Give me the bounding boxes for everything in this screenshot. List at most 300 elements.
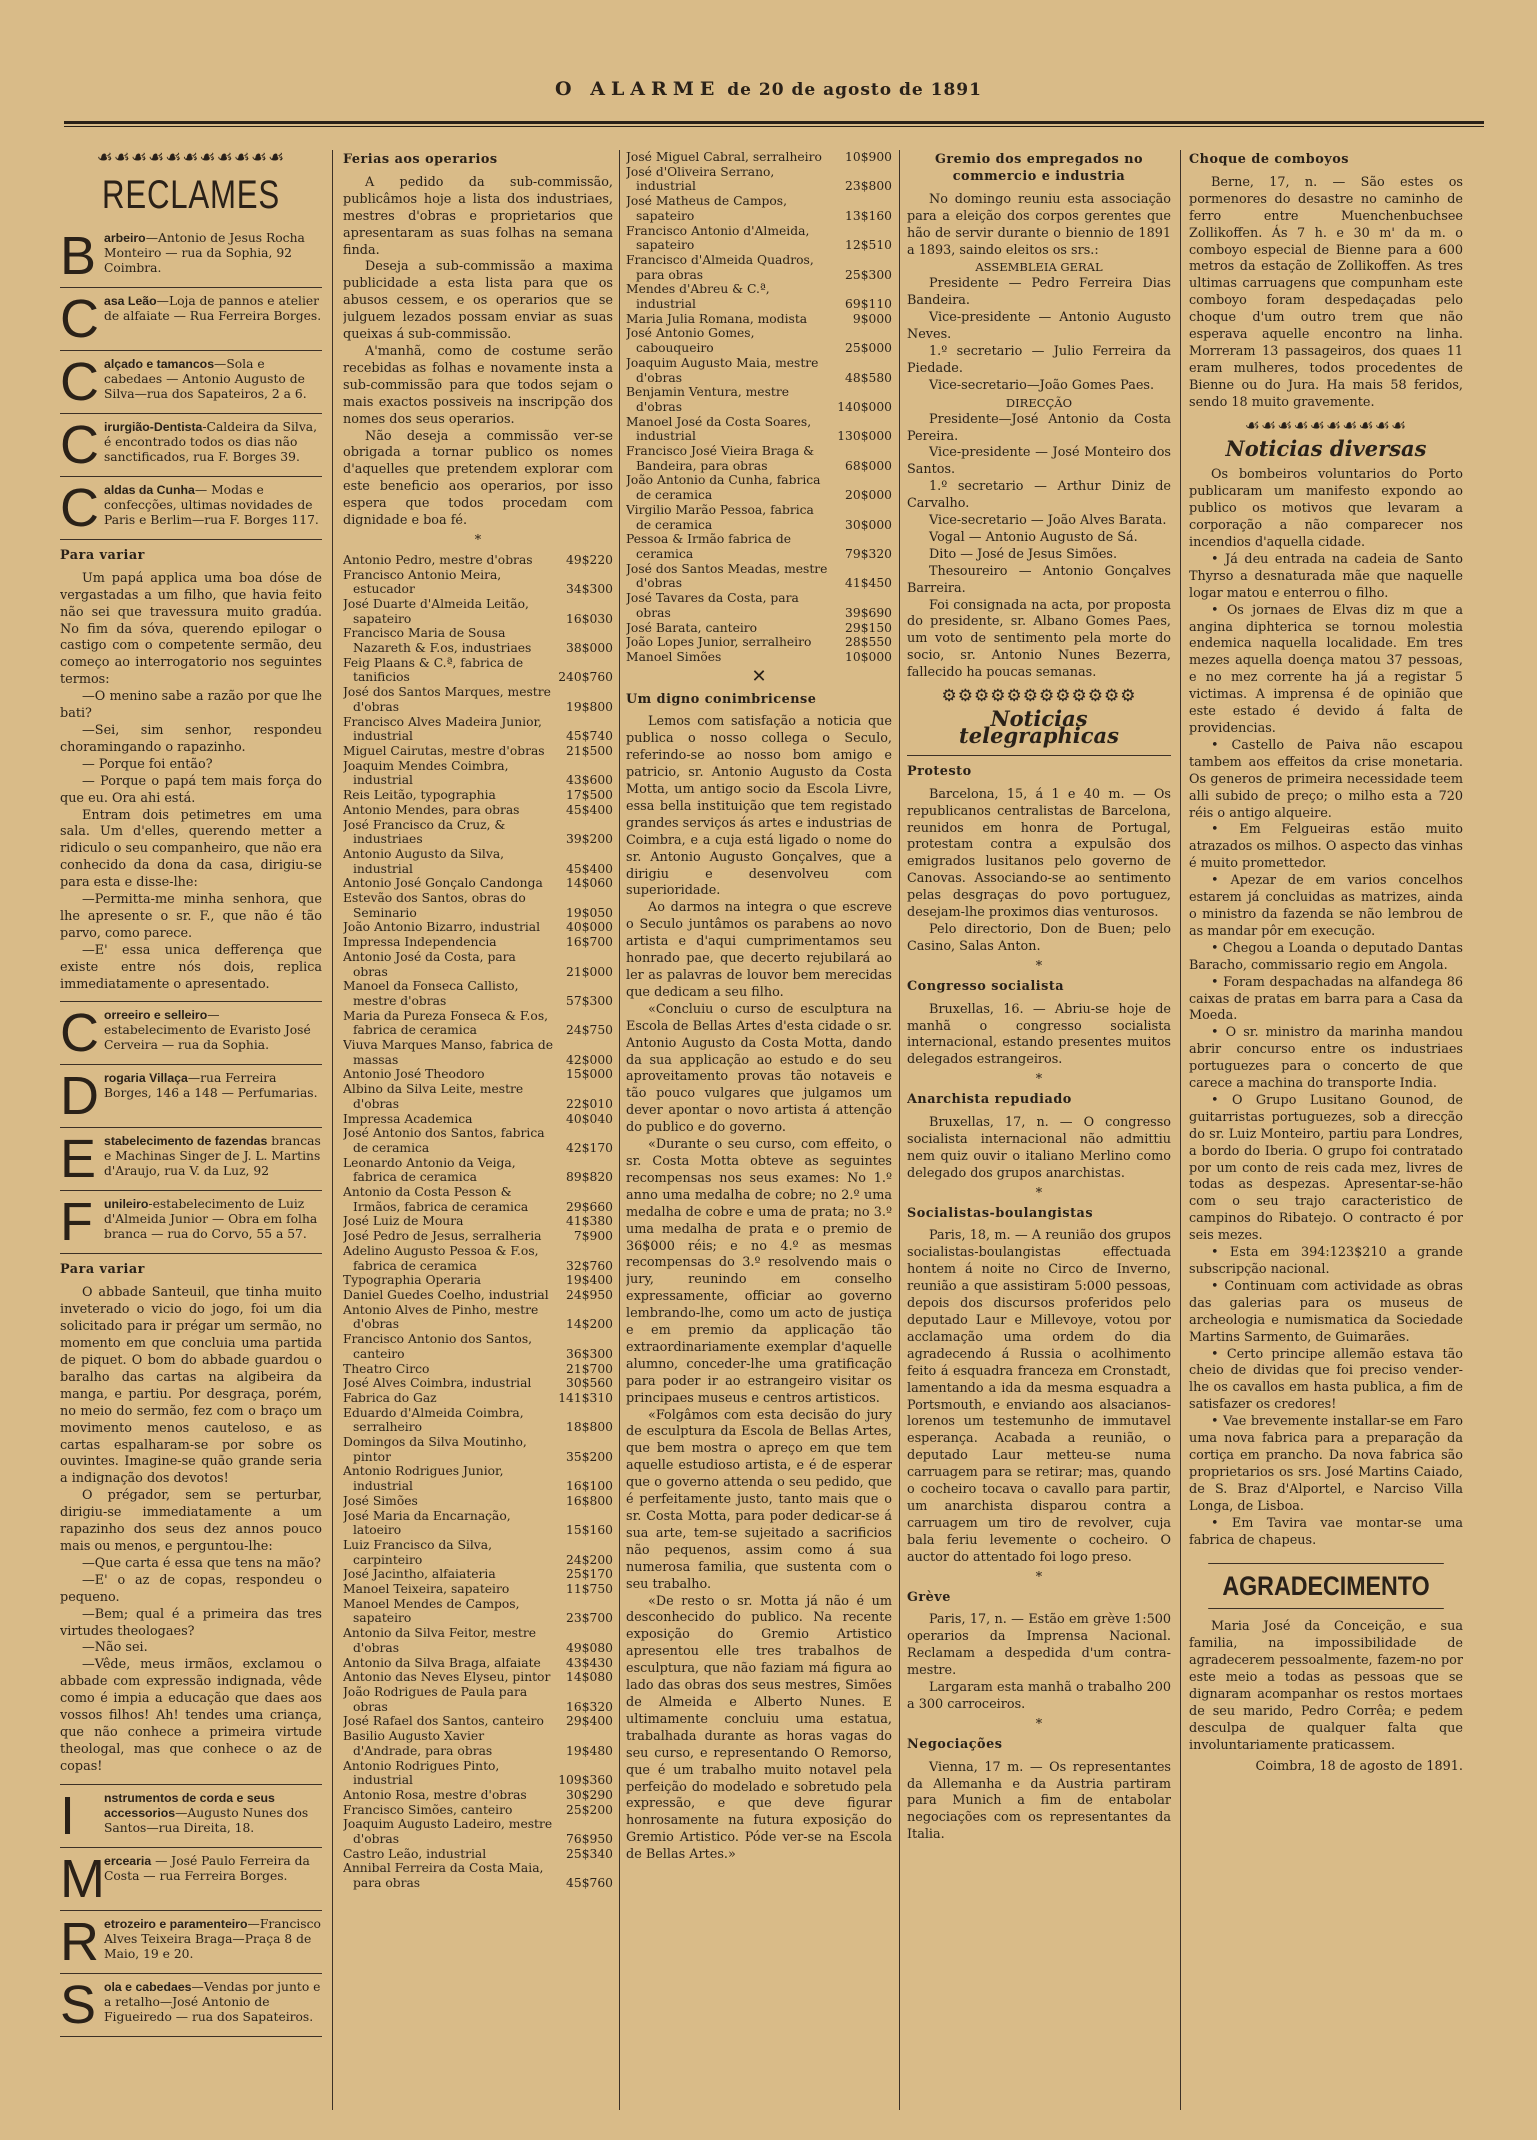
payroll-name: Antonio José Theodoro — [343, 1067, 485, 1082]
news-item: • Foram despachadas na alfandega 86 caixas de pratas em barra para a Casa da Moeda. — [1189, 974, 1463, 1024]
payroll-name: Mendes d'Abreu & C.ª, industrial — [626, 282, 770, 312]
payroll-amount: 21$700 — [566, 1361, 613, 1376]
payroll-row — [343, 891, 613, 920]
ads-mid — [60, 1002, 322, 1254]
payroll-row — [343, 1303, 613, 1332]
payroll-amount: 41$380 — [566, 1214, 613, 1229]
advert-name: alçado e tamancos — [104, 356, 215, 371]
payroll-row — [626, 473, 892, 502]
payroll-amount: 17$500 — [566, 788, 613, 803]
payroll-amount: 23$700 — [566, 1611, 613, 1626]
payroll-name: José Rafael dos Santos, canteiro — [343, 1714, 544, 1729]
payroll-name: Impressa Independencia — [343, 935, 497, 950]
payroll-row — [343, 1406, 613, 1435]
payroll-row — [343, 1567, 613, 1582]
ornament: ☙☙☙☙☙☙☙☙☙☙ — [1244, 415, 1408, 436]
payroll-amount: 25$170 — [566, 1567, 613, 1582]
payroll-name: Impressa Academica — [343, 1111, 473, 1126]
payroll-name: José Miguel Cabral, serralheiro — [626, 150, 822, 164]
quote-paragraph: «Durante o seu curso, com effeito, o sr. Costa Motta obteve as seguintes recompensas nos seus exames: No 1.º anno uma medalha de cobre; no 2.º uma medalha de cobre e uma de prata; no 3.º uma medalha de prata e o premio de 36$000 réis; e no 4.º as mesmas recompensas do 3.º resolvendo mais o jury, reunindo em conselho expressamente, officiar ao governo lembrando-lhe, como um acto de justiça e em premio da applicação tão extraordinariamente exemplar d'aquelle alumno, conceder-lhe uma gratificação para poder ir ao estrangeiro visitar os principaes museus e centros artisticos. — [626, 1137, 892, 1406]
payroll-amount: 23$800 — [845, 179, 892, 194]
news-item: • Certo principe allemão estava tão cheio de dividas que foi preciso vender-lhe os cavallos em hasta publica, a fim de satisfazer os credores! — [1189, 1346, 1463, 1413]
news-item: • Em Tavira vae montar-se uma fabrica de chapeus. — [1189, 1515, 1463, 1548]
payroll-row — [343, 1082, 613, 1111]
advert-text: rogaria Villaça—rua Ferreira Borges, 146 a 148 — Perfumarias. — [104, 1071, 318, 1101]
advert — [60, 1191, 322, 1254]
advert-text: stabelecimento de fazendas brancas e Machinas Singer de J. L. Martins d'Araujo, rua V. da Luz, 92 — [104, 1134, 321, 1179]
advert-initial: S — [60, 1974, 97, 2035]
assembleia-list — [907, 276, 1171, 394]
payroll-amount: 25$340 — [566, 1846, 613, 1861]
quote-paragraph: «De resto o sr. Motta já não é um desconhecido do publico. Na recente exposição do Gremio Artistico apresentou elle tres trabalhos de esculptura, que não faziam má figura ao lado das obras dos seus mestres, Simões de Almeida e Alberto Nunes. E ultimamente concluiu uma estatua, trabalhada durante as horas vagas do seu curso, e representando O Remorso, que é um trabalho muito notavel pela perfeição do modelado e sobretudo pela expressão, e que deve figurar honrosamente na futura exposição do Gremio Artistico. Póde ver-se na Escola de Bellas Artes.» — [626, 1593, 892, 1863]
paragraph: Não deseja a commissão ver-se obrigada a tornar publico os nomes d'aquelles que pretendem explorar com este beneficio aos operarios, por isso espera que todos procedam com dignidade e boa fé. — [343, 428, 613, 529]
payroll-amount: 29$150 — [845, 620, 892, 635]
payroll-name: João Lopes Junior, serralheiro — [626, 635, 812, 650]
payroll-name: João Antonio Bizarro, industrial — [343, 920, 541, 935]
payroll-row — [343, 1509, 613, 1538]
payroll-name: Manoel José da Costa Soares, industrial — [626, 414, 812, 444]
protesto-text — [907, 787, 1171, 956]
paragraph: —E' essa unica defferença que existe entre nós dois, replica immediatamente o apresentado. — [60, 942, 322, 992]
payroll-amount: 10$000 — [845, 649, 892, 664]
column-rule — [1180, 150, 1181, 2110]
news-item: • Chegou a Loanda o deputado Dantas Baracho, commissario regio em Angola. — [1189, 940, 1463, 973]
payroll-amount: 89$820 — [566, 1170, 613, 1185]
payroll-amount: 68$000 — [845, 458, 892, 473]
payroll-name: José dos Santos Meadas, mestre d'obras — [626, 561, 828, 591]
payroll-row — [343, 788, 613, 803]
office-row: Vice-secretario—João Gomes Paes. — [929, 377, 1155, 393]
payroll-row — [626, 326, 892, 355]
quote-paragraph: «Concluiu o curso de esculptura na Escola de Bellas Artes d'esta cidade o sr. Antonio Augusto da Costa Motta, dando da sua applicação ao estudo e do seu aproveitamento provas tão notaveis e tão pouco vulgares que julgamos um dever apontar o novo artista á attenção do publico e do governo. — [626, 1001, 892, 1136]
telegrams-title: Noticias telegraphicas — [959, 706, 1119, 748]
payroll-name: José Maria da Encarnação, latoeiro — [343, 1508, 511, 1538]
payroll-row — [343, 803, 613, 818]
payroll-amount: 34$300 — [566, 582, 613, 597]
payroll-row — [626, 312, 892, 327]
paragraph: —Vêde, meus irmãos, exclamou o abbade com expressão indignada, vêde como é impia a educação que daes aos vossos filhos! Ah! tendes uma criança, que não conhece a primeira virtude theologal, mas que conhece o az de copas! — [60, 1657, 322, 1774]
payroll-amount: 32$760 — [566, 1258, 613, 1273]
advert — [60, 1128, 322, 1191]
advert-name: ola e cabedaes — [104, 1979, 192, 1994]
payroll-name: Antonio da Costa Pesson & Irmãos, fabrica de ceramica — [343, 1185, 529, 1214]
advert — [60, 477, 322, 540]
ornament: ☙☙☙☙☙☙☙☙☙☙☙ — [96, 150, 286, 168]
payroll-amount: 79$320 — [845, 546, 892, 561]
payroll-row — [626, 635, 892, 650]
payroll-name: Feig Plaans & C.ª, fabrica de tanificios — [343, 655, 524, 685]
advert-text: aldas da Cunha— Modas e confecções, ultimas novidades de Paris e Berlim—rua F. Borges 117. — [104, 482, 319, 527]
advert-text: etrozeiro e paramenteiro—Francisco Alves Teixeira Braga—Praça 8 de Maio, 19 e 20. — [104, 1916, 321, 1961]
payroll-row — [626, 150, 892, 165]
payroll-name: Francisco Simões, canteiro — [343, 1802, 513, 1817]
payroll-row — [626, 282, 892, 311]
advert-text: arbeiro—Antonio de Jesus Rocha Monteiro — rua da Sophia, 92 Coimbra. — [104, 230, 305, 275]
payroll-amount: 30$290 — [566, 1787, 613, 1802]
payroll-row — [343, 1185, 613, 1214]
advert-text: irurgião-Dentista-Caldeira da Silva, é encontrado todos os dias não sanctificados, rua F. Borges 39. — [104, 419, 318, 464]
paragraph: Deseja a sub-commissão a maxima publicidade a esta lista para que os abusos cessem, e os operarios que se julguem lezados possam enviar as suas queixas á sub-commissão. — [343, 259, 613, 343]
payroll-name: Antonio da Silva Braga, alfaiate — [343, 1655, 541, 1670]
payroll-name: Antonio Mendes, para obras — [343, 802, 520, 817]
news-item: • Os jornaes de Elvas diz m que a angina diphteriсa se tornou molestia endemica naquella localidade. Em tres mezes aquella doença matou 37 pessoas, e no mez corrente ha já a registar 5 victimas. A imprensa é de opinião que este estado é devido á falta de providencias. — [1189, 602, 1463, 736]
payroll-amount: 16$800 — [566, 1493, 613, 1508]
advert-initial: C — [60, 414, 99, 475]
payroll-row — [626, 415, 892, 444]
payroll-row — [343, 685, 613, 714]
choque-text: Berne, 17, n. — São estes os pormenores do desastre no caminho de ferro entre Muenchenbuchsee Zollikoffen. Ás 7 h. e 30 m' da m. o comboyo especial de Bienne para a 600 metros da estação de Zollikoffen. As tres ultimas carruagens que compunham este comboyo foram despedaçadas pelo choque d'um outro trem que não esperava aquelle encontro na linha. Morreram 13 passageiros, dos quaes 11 eram mulheres, todos procedentes de Bienne ou do Jura. Ha mais 58 feridos, sendo 18 muito gravemente. — [1189, 174, 1463, 410]
payroll-row — [626, 503, 892, 532]
payroll-name: José Alves Coimbra, industrial — [343, 1376, 532, 1391]
payroll-amount: 41$450 — [845, 576, 892, 591]
payroll-name: José Francisco da Cruz, & industriaes — [343, 817, 506, 847]
payroll-name: Manoel Mendes de Campos, sapateiro — [343, 1596, 520, 1626]
payroll-name: Fabrica do Gaz — [343, 1390, 437, 1405]
news-item: • O sr. ministro da marinha mandou abrir concurso entre os industriaes portuguezes para o concerto de que carece a machina do transporte India. — [1189, 1025, 1463, 1092]
payroll-name: Estevão dos Santos, obras do Seminario — [343, 891, 526, 920]
payroll-name: Benjamin Ventura, mestre d'obras — [626, 385, 789, 414]
payroll-amount: 15$000 — [566, 1067, 613, 1082]
payroll-amount: 14$060 — [566, 876, 613, 891]
payroll-amount: 69$110 — [845, 297, 892, 312]
anarchista-text: Bruxellas, 17, n. — O congresso socialista internacional não admittiu nem quiz ouvir o italiano Merlino como delegado dos grupos anarchistas. — [907, 1115, 1171, 1181]
advert-initial: C — [60, 288, 99, 349]
advert — [60, 1911, 322, 1974]
payroll-row — [343, 1126, 613, 1155]
payroll-row — [626, 385, 892, 414]
choque-heading: Choque de comboyos — [1189, 152, 1349, 167]
office-row: Dito — José de Jesus Simões. — [929, 546, 1118, 562]
payroll-row — [626, 532, 892, 561]
payroll-amount: 57$300 — [566, 993, 613, 1008]
payroll-row — [343, 1582, 613, 1597]
payroll-amount: 16$100 — [566, 1479, 613, 1494]
payroll-row — [343, 1229, 613, 1244]
para-variar-heading: Para variar — [60, 547, 145, 563]
news-item: • Apezar de em varios concelhos estarem já concluidas as matrizes, ainda o ministro da fazenda se não lembrou de as mandar pôr em execução. — [1189, 873, 1463, 939]
payroll-name: Antonio Alves de Pinho, mestre d'obras — [343, 1302, 539, 1332]
direccao-list — [907, 412, 1171, 598]
payroll-amount: 24$200 — [566, 1552, 613, 1567]
payroll-row — [343, 1332, 613, 1361]
payroll-name: Theatro Circo — [343, 1361, 430, 1376]
payroll-row — [343, 1656, 613, 1671]
payroll-row — [626, 591, 892, 620]
paragraph: —Não sei. — [82, 1640, 148, 1656]
payroll-amount: 9$000 — [852, 311, 892, 326]
payroll-amount: 36$300 — [566, 1346, 613, 1361]
payroll-name: José Luiz de Moura — [343, 1214, 464, 1229]
paragraph: Barcelona, 15, á 1 e 40 m. — Os republicanos centralistas de Barcelona, reunidos em honra de Portugal, protestam contra a expulsão dos emigrados lusitanos pelo governo de Canovas. Associando-se ao sentimento pelas desgraças do povo portuguez, desejam-lhe proximos dias venturosos. — [907, 786, 1171, 921]
advert — [60, 351, 322, 414]
payroll-list — [626, 150, 892, 665]
greve-text — [907, 1612, 1171, 1713]
advert-initial: D — [60, 1066, 99, 1127]
news-item: • Já deu entrada na cadeia de Santo Thyrso a desnaturada mãe que naquelle logar matou e enterrou o filho. — [1189, 551, 1463, 601]
payroll-row — [343, 1112, 613, 1127]
column-list-and-article — [626, 150, 892, 2110]
news-item: • Vae brevemente installar-se em Faro uma nova fabrica para a preparação da cortiça em prancho. Da nova fabrica são proprietarios os srs. José Martins Caiado, de S. Braz d'Alportel, e Narciso Villa Longa, de Lisboa. — [1189, 1414, 1463, 1514]
payroll-row — [626, 356, 892, 385]
payroll-name: Antonio José Gonçalo Candonga — [343, 876, 543, 891]
payroll-row — [343, 626, 613, 655]
paragraph: —O menino sabe a razão por que lhe bati? — [60, 689, 322, 722]
payroll-amount: 35$200 — [566, 1449, 613, 1464]
payroll-name: Basilio Augusto Xavier d'Andrade, para obras — [343, 1729, 493, 1758]
payroll-amount: 40$000 — [566, 920, 613, 935]
payroll-row — [343, 715, 613, 744]
separator-cross: ✕ — [751, 665, 767, 687]
advert — [60, 1785, 322, 1848]
payroll-name: Francisco Maria de Sousa Nazareth & F.os, industriaes — [343, 626, 532, 656]
payroll-row — [343, 1464, 613, 1493]
paragraph: —Que carta é essa que tens na mão? — [82, 1555, 321, 1571]
payroll-row — [343, 1376, 613, 1391]
payroll-row — [626, 224, 892, 253]
payroll-amount: 16$700 — [566, 935, 613, 950]
advert-name: stabelecimento de fazendas — [104, 1134, 268, 1149]
advert-text: asa Leão—Loja de pannos e atelier de alfaiate — Rua Ferreira Borges. — [104, 293, 322, 323]
payroll-name: Manoel da Fonseca Callisto, mestre d'obras — [343, 979, 519, 1008]
gremio-outro: Foi consignada na acta, por proposta do presidente, sr. Albano Gomes Paes, um voto de sentimento pela morte do socio, sr. Antonio Nunes Bezerra, fallecido ha poucas semanas. — [907, 597, 1171, 681]
payroll-amount: 21$000 — [566, 964, 613, 979]
payroll-amount: 11$750 — [566, 1582, 613, 1597]
payroll-amount: 42$170 — [566, 1140, 613, 1155]
paragraph: A pedido da sub-commissão, publicâmos hoje a lista dos industriaes, mestres d'obras e proprietarios que apresentaram as suas folhas na semana finda. — [343, 174, 613, 258]
payroll-row — [343, 1847, 613, 1862]
advert — [60, 1974, 322, 2037]
payroll-row — [343, 818, 613, 847]
payroll-name: Francisco Alves Madeira Junior, industrial — [343, 714, 542, 744]
payroll-name: Antonio da Silva Feitor, mestre d'obras — [343, 1626, 537, 1655]
payroll-row — [343, 1435, 613, 1464]
payroll-row — [343, 935, 613, 950]
paragraph: Paris, 17, n. — Estão em grève 1:500 operarios da Imprensa Nacional. Reclamam a despedida d'um contra-mestre. — [907, 1612, 1171, 1679]
payroll-name: José Antonio Gomes, cabouqueiro — [626, 326, 755, 356]
negociacoes-text: Vienna, 17 m. — Os representantes da Allemanha e da Austria partiram para Munich a fim de entabolar negociações com os representantes da Italia. — [907, 1759, 1171, 1843]
payroll-name: José Simões — [343, 1493, 418, 1508]
payroll-row — [343, 1729, 613, 1758]
column-rule — [332, 150, 333, 2110]
advert-initial: C — [60, 477, 99, 538]
news-item: • O Grupo Lusitano Gounod, de guitarristas portuguezes, sob a direcção do sr. Luiz Monteiro, partiu para Londres, a bordo do Iberia. O grupo foi contratado por um conto de reis cada mez, livres de todas as despezas. Apresentar-se-hão com o seu trajo caracteristico de campinos do Ribatejo. O contracto é por seis mezes. — [1189, 1092, 1463, 1244]
ads-bottom — [60, 1785, 322, 2037]
payroll-row — [343, 1009, 613, 1038]
office-row: Vice-presidente — Antonio Augusto Neves. — [907, 310, 1171, 343]
negociacoes-heading: Negociações — [907, 1736, 1003, 1752]
payroll-name: Reis Leitão, typographia — [343, 788, 496, 803]
office-row: Vogal — Antonio Augusto de Sá. — [929, 529, 1138, 545]
news-item: • Esta em 394:123$210 a grande subscripção nacional. — [1189, 1245, 1463, 1277]
congresso-text: Bruxellas, 16. — Abriu-se hoje de manhã o congresso socialista internacional, estando presentes muitos delegados estrangeiros. — [907, 1001, 1171, 1068]
payroll-amount: 45$740 — [566, 729, 613, 744]
payroll-amount: 30$560 — [566, 1376, 613, 1391]
payroll-amount: 48$580 — [845, 370, 892, 385]
payroll-name: Daniel Guedes Coelho, industrial — [343, 1288, 549, 1302]
payroll-name: Antonio Augusto da Silva, industrial — [343, 846, 505, 876]
payroll-amount: 45$400 — [566, 861, 613, 876]
office-row: Vice-presidente — José Monteiro dos Santos. — [907, 445, 1171, 478]
payroll-row — [343, 1362, 613, 1377]
payroll-amount: 141$310 — [558, 1390, 613, 1405]
advert-name: asa Leão — [104, 293, 157, 308]
column-rule — [619, 150, 620, 2110]
payroll-amount: 22$010 — [566, 1096, 613, 1111]
payroll-amount: 16$030 — [566, 611, 613, 626]
payroll-row — [343, 568, 613, 597]
office-row: Presidente — Pedro Ferreira Dias Bandeira. — [907, 276, 1171, 309]
payroll-name: José Tavares da Costa, para obras — [626, 591, 799, 620]
payroll-amount: 38$000 — [566, 641, 613, 656]
payroll-amount: 28$550 — [845, 635, 892, 650]
agradecimento-text: Maria José da Conceição, e sua familia, na impossibilidade de agradecerem pessoalmente, fazem-no por este meio a todas as pessoas que se dignaram acompanhar os restos mortaes de seu marido, Pedro Corrêa; e pedem desculpa de qualquer falta que involuntariamente praticassem. — [1189, 1619, 1463, 1753]
office-row: Presidente—José Antonio da Costa Pereira. — [907, 411, 1171, 444]
paragraph: —E' o az de copas, respondeu o pequeno. — [60, 1572, 322, 1605]
advert-name: nstrumentos de corda e seus accessorios — [104, 1790, 275, 1820]
payroll-row — [343, 1759, 613, 1788]
payroll-row — [626, 165, 892, 194]
payroll-name: José d'Oliveira Serrano, industrial — [626, 164, 775, 194]
paragraph: Entram dois petimetres em uma sala. Um d'elles, querendo metter a ridiculo o seu companheiro, que não era conhecido da dona da casa, dirigiu-se para esta e disse-lhe: — [60, 807, 322, 891]
payroll-row — [343, 1214, 613, 1229]
payroll-name: José Pedro de Jesus, serralheria — [343, 1229, 542, 1244]
payroll-row — [343, 1244, 613, 1273]
paragraph: Um papá applica uma boa dóse de vergastadas a um filho, que havia feito não sei que travessura muito gradúa. No fim da sóva, querendo epilogar o castigo com o competente sermão, deu começo ao interrogatorio nos seguintes termos: — [60, 570, 322, 688]
payroll-name: Pessoa & Irmão fabrica de ceramica — [626, 532, 791, 561]
assembleia-heading: ASSEMBLEIA GERAL — [975, 260, 1103, 275]
masthead — [0, 78, 1537, 100]
advert-initial: B — [60, 225, 97, 286]
payroll-row — [343, 656, 613, 685]
payroll-row — [343, 1067, 613, 1082]
paragraph: — Porque o papá tem mais força do que eu. Ora ahi está. — [60, 773, 322, 806]
payroll-row — [343, 920, 613, 935]
reclames-title: RECLAMES — [102, 172, 280, 217]
payroll-row — [343, 597, 613, 626]
payroll-row — [343, 950, 613, 979]
payroll-name: Antonio Rodrigues Pinto, industrial — [343, 1758, 500, 1788]
paragraph: —Sei, sim senhor, respondeu choramingando o rapazinho. — [60, 722, 322, 755]
payroll-amount: 109$360 — [558, 1773, 613, 1788]
payroll-name: José Antonio dos Santos, fabrica de ceramica — [343, 1126, 545, 1155]
payroll-amount: 19$050 — [566, 905, 613, 920]
advert-text: ercearia — José Paulo Ferreira da Costa — rua Ferreira Borges. — [104, 1853, 310, 1883]
gremio-intro: No domingo reuniu esta associação para a eleição dos corpos gerentes que hão de servir durante o biennio de 1891 a 1893, saindo eleitos os srs.: — [907, 191, 1171, 258]
protesto-heading: Protesto — [907, 763, 972, 779]
advert-name: rogaria Villaça — [104, 1071, 188, 1086]
payroll-row — [343, 1538, 613, 1567]
payroll-list — [343, 553, 613, 1891]
advert — [60, 1848, 322, 1911]
payroll-name: Luiz Francisco da Silva, carpinteiro — [343, 1537, 492, 1567]
advert — [60, 288, 322, 351]
advert-text: alçado e tamancos—Sola e cabedaes — Antonio Augusto de Silva—rua dos Sapateiros, 2 a 6. — [104, 356, 307, 401]
advert-text: ola e cabedaes—Vendas por junto e a retalho—José Antonio de Figueiredo — rua dos Sapateiros. — [104, 1979, 321, 2024]
payroll-amount: 14$200 — [566, 1317, 613, 1332]
payroll-name: João Antonio da Cunha, fabrica de ceramica — [626, 473, 821, 503]
payroll-name: Francisco d'Almeida Quadros, para obras — [626, 252, 814, 282]
payroll-name: Francisco José Vieira Braga & Bandeira, para obras — [626, 444, 815, 473]
payroll-name: Castro Leão, industrial — [343, 1846, 487, 1861]
advert-name: etrozeiro e paramenteiro — [104, 1916, 248, 1931]
payroll-row — [343, 1494, 613, 1509]
payroll-amount: 25$000 — [845, 341, 892, 356]
advert-text: nstrumentos de corda e seus accessorios—Augusto Nunes dos Santos—rua Direita, 18. — [104, 1790, 309, 1835]
news-item: • Em Felgueiras estão muito atrazados os milhos. O aspecto das vinhas é muito promettedor. — [1189, 822, 1463, 872]
payroll-row — [343, 1817, 613, 1846]
advert-initial: R — [60, 1911, 99, 1972]
payroll-amount: 19$800 — [566, 699, 613, 714]
paragraph: Pelo directorio, Don de Buen; pelo Casino, Salas Anton. — [907, 921, 1171, 954]
payroll-row — [343, 744, 613, 759]
anarchista-heading: Anarchista repudiado — [907, 1092, 1072, 1108]
payroll-row — [343, 1597, 613, 1626]
payroll-amount: 49$080 — [566, 1640, 613, 1655]
paragraph: Lemos com satisfação a noticia que publica o nosso collega o Seculo, referindo-se ao nosso bom amigo e patricio, sr. Antonio Augusto da Costa Motta, um antigo socio da Escola Livre, essa bella instituição que tem registado grandes serviços ás artes e industrias de Coimbra, e a cuja está ligado o nome do sr. Antonio Augusto Gonçalves, que a dirigiu e desenvolveu com superioridade. — [626, 714, 892, 899]
payroll-amount: 25$200 — [566, 1802, 613, 1817]
advert-initial: C — [60, 351, 99, 412]
boulangistas-heading: Socialistas-boulangistas — [907, 1205, 1094, 1221]
paper-name: O ALARME — [555, 78, 721, 100]
payroll-name: Eduardo d'Almeida Coimbra, serralheiro — [343, 1405, 524, 1435]
advert — [60, 1002, 322, 1065]
greve-heading: Grève — [907, 1589, 951, 1605]
column-rule — [899, 150, 900, 2110]
diversas-title: Noticias diversas — [1225, 435, 1427, 461]
advert — [60, 225, 322, 288]
payroll-amount: 40$040 — [566, 1111, 613, 1126]
payroll-amount: 13$160 — [845, 208, 892, 223]
payroll-name: Francisco Antonio Meira, estucador — [343, 567, 502, 597]
payroll-amount: 49$220 — [566, 552, 613, 567]
payroll-row — [343, 847, 613, 876]
paragraph: A'manhã, como de costume serão recebidas as folhas e novamente insta a sub-commissão para que todos sejam o mais exactos possiveis na inscripção dos nomes dos seus operarios. — [343, 343, 613, 427]
payroll-row — [343, 1626, 613, 1655]
advert-name: unileiro — [104, 1197, 149, 1212]
advert-text: orreeiro e selleiro— estabelecimento de Evaristo José Cerveira — rua da Sophia. — [104, 1008, 311, 1053]
payroll-amount: 12$510 — [845, 238, 892, 253]
gremio-heading: Gremio dos empregados no commercio e industria — [934, 152, 1144, 184]
paragraph: —Permitta-me minha senhora, que lhe apresente o sr. F., que não é tão parvo, como parece. — [60, 892, 322, 941]
ferias-heading: Ferias aos operarios — [343, 152, 498, 167]
para-variar-text — [60, 1285, 322, 1775]
payroll-name: José Barata, canteiro — [626, 620, 758, 635]
paragraph: O abbade Santeuil, que tinha muito inveterado o vicio do jogo, foi um dia solicitado para ir prégar um sermão, no momento em que concluia uma partida de piquet. O bom do abbade guardou o baralho das cartas na algibeira da manga, e partiu. Por desgraça, porém, no meio do sermão, fez com o braço um movimento menos cauteloso, e as cartas espalharam-se por sobre os ouvintes. Imagine-se quão grande seria a indignação dos devotos! — [60, 1285, 322, 1487]
advert-initial: M — [60, 1848, 105, 1909]
payroll-amount: 20$000 — [845, 488, 892, 503]
advert-initial: I — [60, 1785, 76, 1846]
advert — [60, 1065, 322, 1128]
payroll-row — [343, 1861, 613, 1890]
payroll-name: Domingos da Silva Moutinho, pintor — [343, 1435, 527, 1464]
direccao-heading: DIRECÇÃO — [1005, 395, 1073, 410]
payroll-name: José Jacintho, alfaiateria — [343, 1567, 496, 1582]
payroll-amount: 10$900 — [845, 150, 892, 164]
advert-name: arbeiro — [104, 230, 146, 245]
payroll-name: Annibal Ferreira da Costa Maia, para obras — [343, 1861, 544, 1891]
column-reclames — [60, 150, 322, 2110]
payroll-amount: 39$200 — [566, 832, 613, 847]
payroll-name: Joaquim Mendes Coimbra, industrial — [343, 758, 509, 788]
payroll-amount: 29$400 — [566, 1714, 613, 1729]
column-diversas — [1189, 150, 1463, 2110]
payroll-name: João Rodrigues de Paula para obras — [343, 1684, 528, 1714]
payroll-amount: 18$800 — [566, 1420, 613, 1435]
agradecimento-title: AGRADECIMENTO — [1208, 1563, 1444, 1609]
payroll-row — [343, 1156, 613, 1185]
payroll-name: Antonio Rosa, mestre d'obras — [343, 1787, 527, 1802]
issue-date: de 20 de agosto de 1891 — [727, 80, 982, 100]
